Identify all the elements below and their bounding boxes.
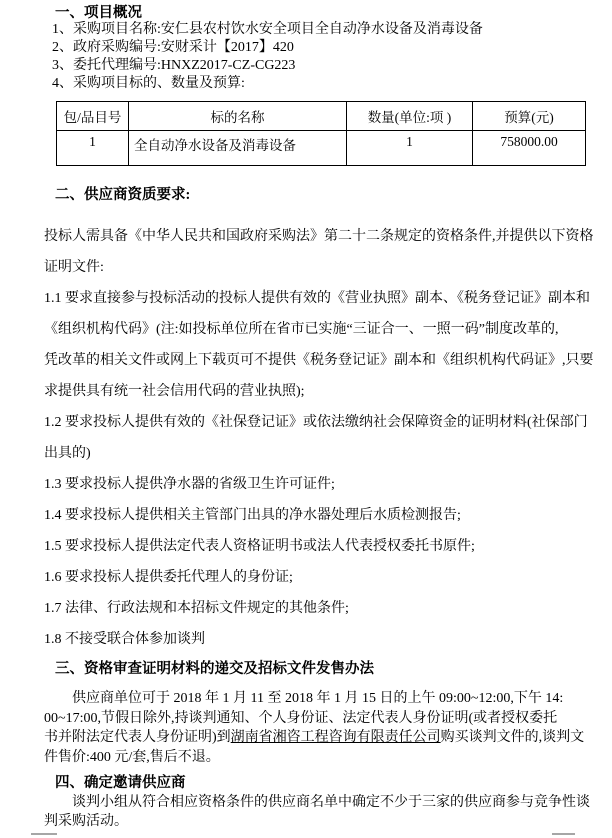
table-row	[57, 131, 586, 166]
invited-suppliers-line: 谈判小组从符合相应资格条件的供应商名单中确定不少于三家的供应商参与竞争性谈	[72, 795, 590, 810]
procurement-items-table	[56, 101, 586, 166]
section4-heading: 四、确定邀请供应商	[55, 775, 186, 791]
section3-heading: 三、资格审查证明材料的递交及招标文件发售办法	[55, 661, 374, 677]
requirement-1-6-line: 1.6 要求投标人提供委托代理人的身份证;	[44, 570, 293, 585]
sale-paragraph-line: 件售价:400 元/套,售后不退。	[44, 749, 220, 765]
document-sale-paragraph	[0, 689, 612, 767]
sale-line-suffix: 购买谈判文件的,谈判文	[440, 730, 585, 745]
requirement-1-1-line: 凭改革的相关文件或网上下载页可不提供《税务登记证》副本和《组织机构代码证》,只要	[44, 353, 594, 368]
cell-package-no: 1	[57, 131, 129, 166]
agency-company-name: 湖南省湘咨工程咨询有限责任公司	[230, 730, 441, 745]
cell-quantity: 1	[347, 131, 473, 166]
subject-quantity-budget-line: 4、采购项目标的、数量及预算:	[52, 76, 245, 91]
requirement-1-2-line: 1.2 要求投标人提供有效的《社保登记证》或依法缴纳社会保障资金的证明材料(社保部门	[44, 415, 588, 430]
cell-budget: 758000.00	[473, 131, 586, 166]
requirement-1-8-line: 1.8 不接受联合体参加谈判	[44, 632, 205, 647]
requirement-1-3-line: 1.3 要求投标人提供净水器的省级卫生许可证件;	[44, 477, 335, 492]
project-name-line: 1、采购项目名称:安仁县农村饮水安全项目全自动净水设备及消毒设备	[52, 22, 483, 37]
page-margin-mark-right	[552, 833, 575, 835]
qualification-intro-line: 投标人需具备《中华人民共和国政府采购法》第二十二条规定的资格条件,并提供以下资格	[44, 229, 594, 244]
requirement-1-1-line: 《组织机构代码》(注:如投标单位所在省市已实施“三证合一、一照一码”制度改革的,	[44, 322, 559, 337]
requirement-1-7-line: 1.7 法律、行政法规和本招标文件规定的其他条件;	[44, 601, 349, 616]
requirement-1-1-line: 求提供具有统一社会信用代码的营业执照);	[44, 384, 305, 399]
header-quantity: 数量(单位:项 )	[347, 102, 473, 131]
header-package-no: 包/品目号	[57, 102, 129, 131]
invited-suppliers-paragraph	[0, 793, 612, 831]
sale-line-prefix: 书并附法定代表人身份证明)到	[44, 730, 231, 745]
table-header-row	[57, 102, 586, 131]
requirement-1-4-line: 1.4 要求投标人提供相关主管部门出具的净水器处理后水质检测报告;	[44, 508, 461, 523]
page-margin-mark-left	[31, 833, 57, 835]
sale-paragraph-line: 00~17:00,节假日除外,持谈判通知、个人身份证、法定代表人身份证明(或者授权委托	[44, 710, 558, 726]
agency-number-line: 3、委托代理编号:HNXZ2017-CZ-CG223	[52, 58, 296, 73]
procurement-number-line: 2、政府采购编号:安财采计【2017】420	[52, 40, 294, 55]
sale-paragraph-line	[44, 728, 612, 748]
invited-suppliers-line: 判采购活动。	[44, 814, 128, 829]
sale-paragraph-line: 供应商单位可于 2018 年 1 月 11 至 2018 年 1 月 15 日的上午 09:00~12:00,下午 14:	[72, 691, 564, 706]
section1-heading: 一、项目概况	[55, 5, 142, 21]
requirement-1-1-line: 1.1 要求直接参与投标活动的投标人提供有效的《营业执照》副本、《税务登记证》副本和	[44, 291, 590, 306]
requirement-1-5-line: 1.5 要求投标人提供法定代表人资格证明书或法人代表授权委托书原件;	[44, 539, 475, 554]
qualification-requirements	[0, 221, 612, 655]
section2-heading: 二、供应商资质要求:	[55, 187, 191, 203]
requirement-1-2-line: 出具的)	[44, 446, 91, 461]
header-budget: 预算(元)	[473, 102, 586, 131]
qualification-intro-line: 证明文件:	[44, 260, 104, 275]
header-subject-name: 标的名称	[129, 102, 347, 131]
cell-subject-name: 全自动净水设备及消毒设备	[129, 131, 347, 166]
